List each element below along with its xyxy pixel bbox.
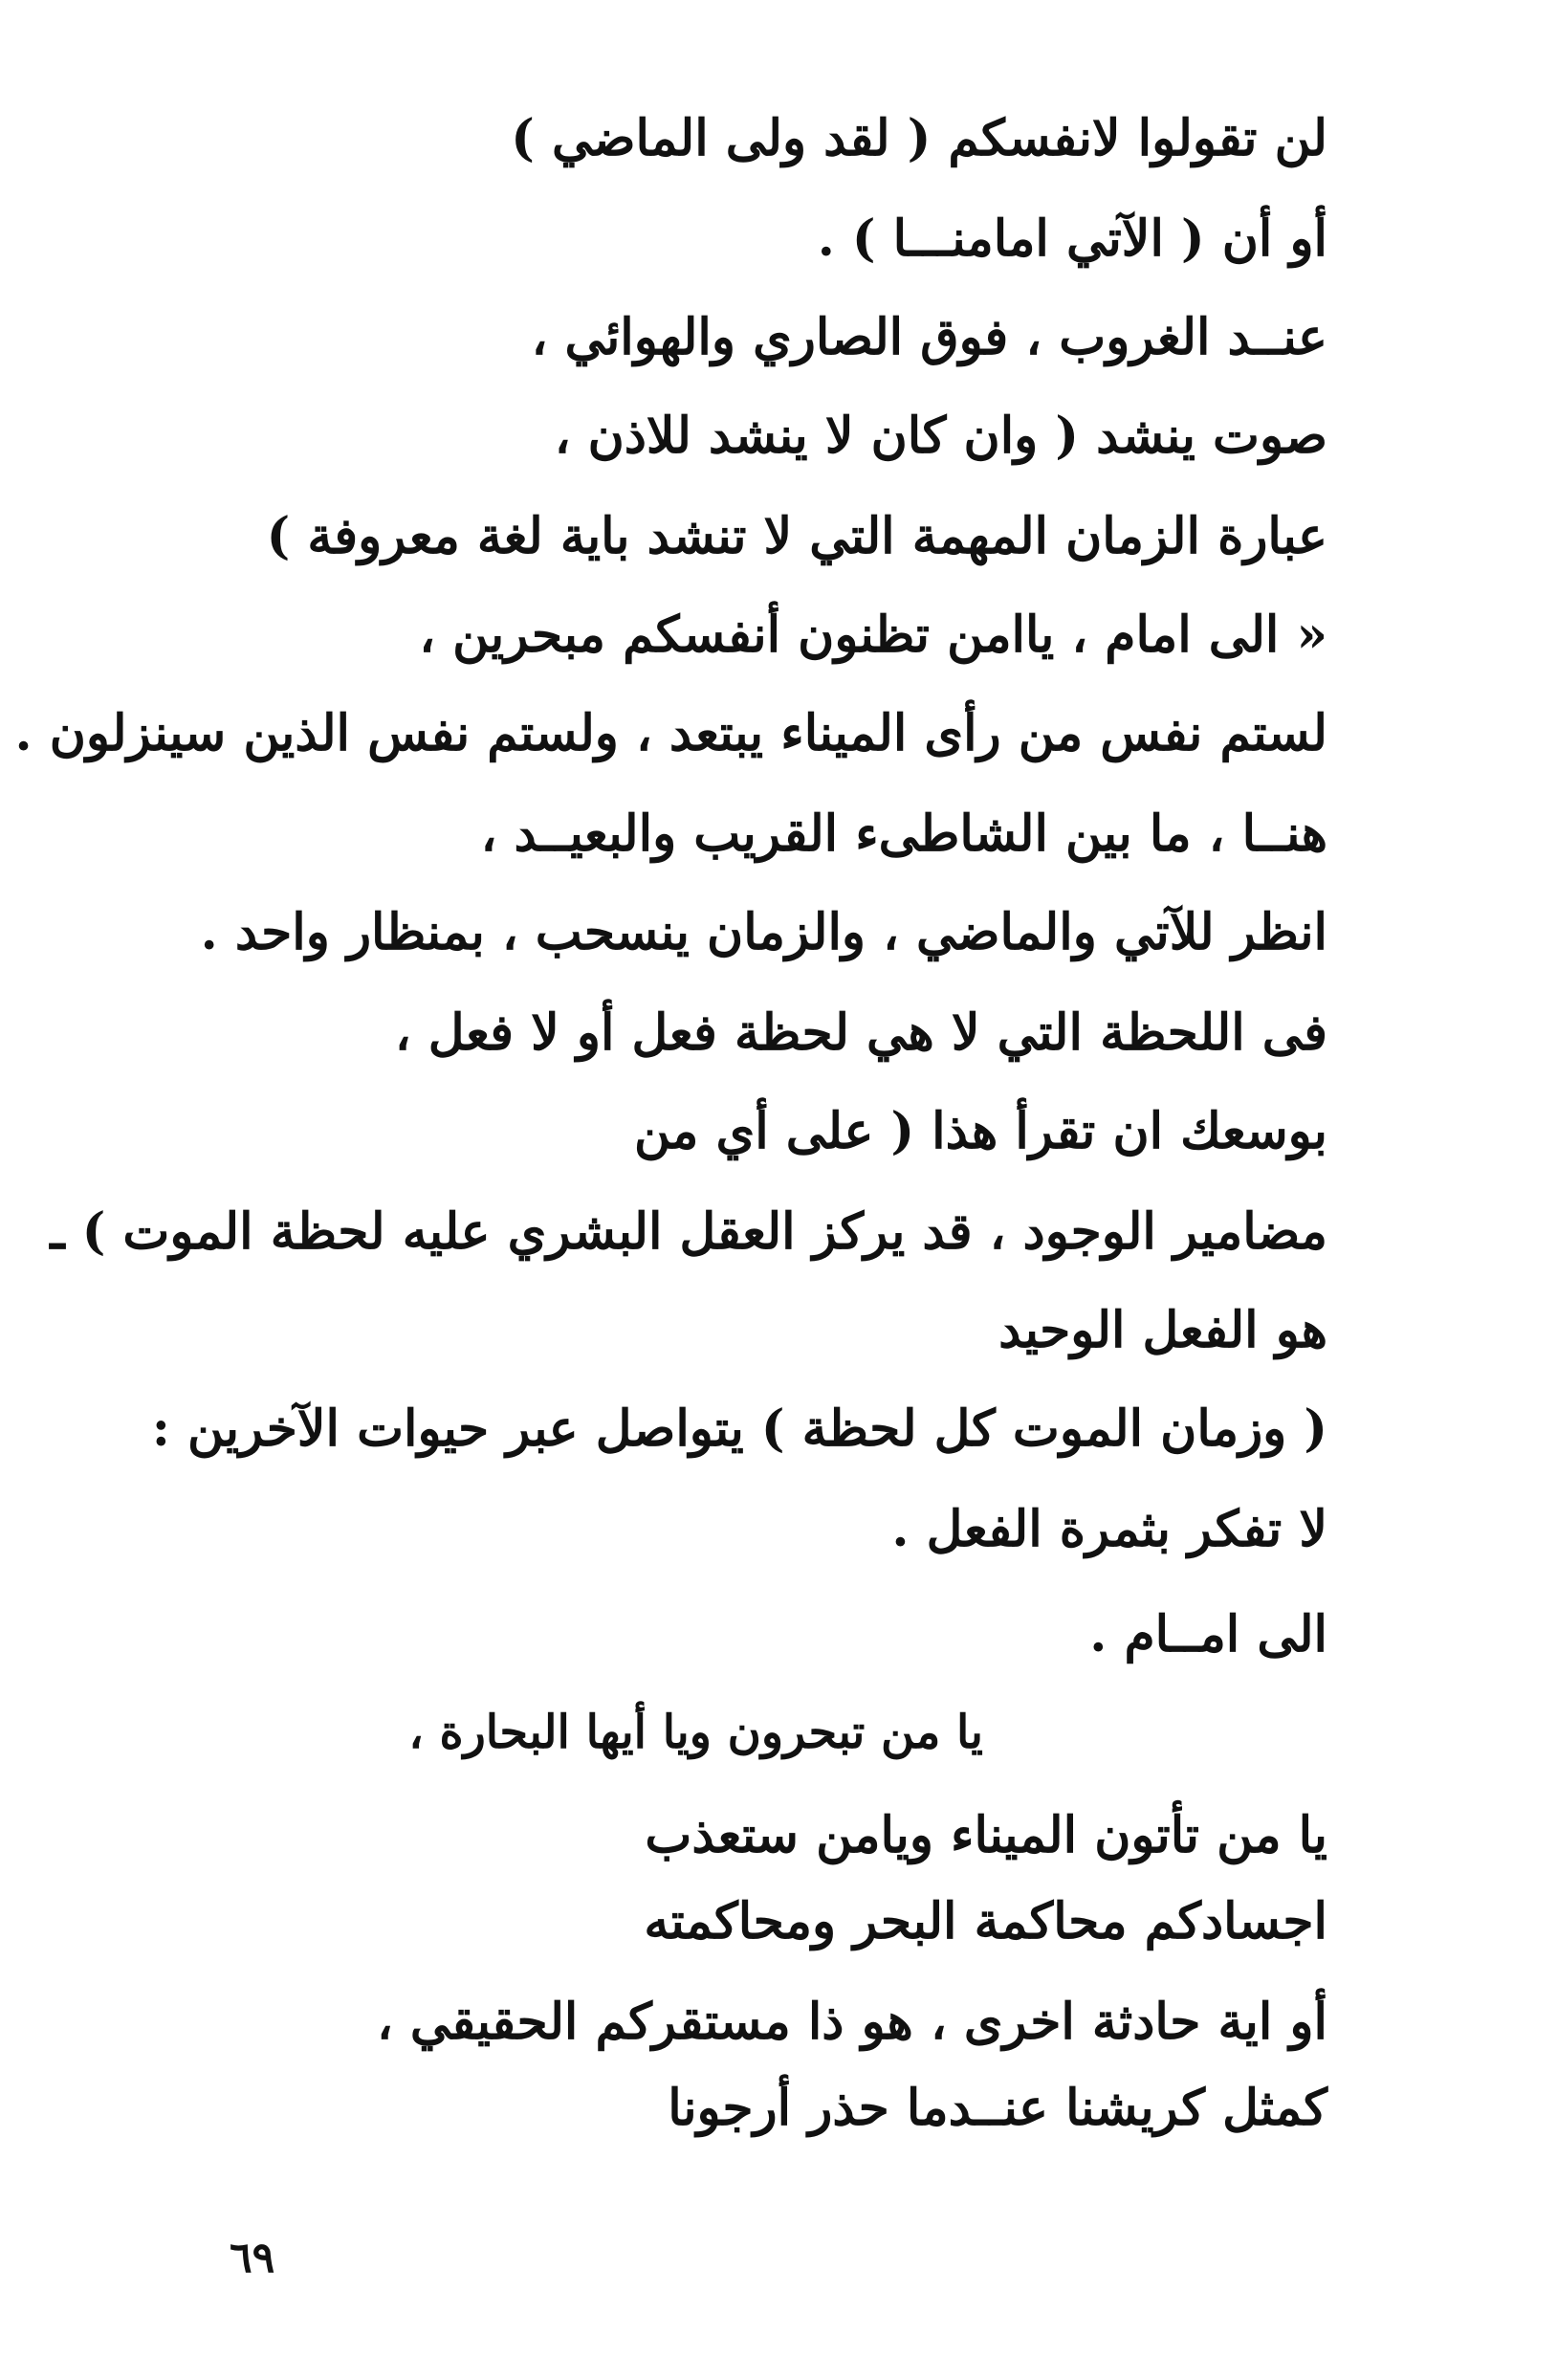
poem-line: مضامير الوجود ، قد يركز العقل البشري عليه لحظة الموت ) ـ [50, 1202, 1327, 1261]
poem-line: عنــد الغروب ، فوق الصاري والهوائي ، [531, 308, 1327, 366]
poem-line: لا تفكر بثمرة الفعل . [891, 1500, 1327, 1558]
poem-line: هو الفعل الوحيد [998, 1301, 1327, 1359]
poem-line: أو اية حادثة اخرى ، هو ذا مستقركم الحقيقي ، [376, 1993, 1327, 2051]
poem-line: ( وزمان الموت كل لحظة ) يتواصل عبر حيوات الآخرين : [151, 1399, 1327, 1458]
poem-line: فى اللحظة التي لا هي لحظة فعل أو لا فعل ، [394, 1003, 1327, 1062]
poem-line: لستم نفس من رأى الميناء يبتعد ، ولستم نفس الذين سينزلون . [14, 704, 1327, 762]
poem-line: عبارة الزمان المهمة التي لا تنشد باية لغة معروفة ) [266, 507, 1327, 565]
poem-line: صوت ينشد ( وان كان لا ينشد للاذن ، [554, 407, 1327, 465]
poem-line: « الى امام ، ياامن تظنون أنفسكم مبحرين ، [419, 606, 1327, 664]
poem-line: لن تقولوا لانفسكم ( لقد ولى الماضي ) [511, 109, 1327, 167]
poem-line: اجسادكم محاكمة البحر ومحاكمته [644, 1892, 1327, 1950]
poem-text [14, 109, 1327, 2137]
poem-line: يا من تأتون الميناء ويامن ستعذب [645, 1806, 1327, 1864]
page-number: ٦٩ [230, 2234, 275, 2282]
poem-line: هنــا ، ما بين الشاطىء القريب والبعيــد ، [480, 804, 1327, 863]
poem-line: أو أن ( الآتي امامنـــا ) . [817, 209, 1327, 268]
poem-line: انظر للآتي والماضي ، والزمان ينسحب ، بمنظار واحد . [200, 903, 1327, 961]
poem-line: كمثل كريشنا عنــدما حذر أرجونا [668, 2079, 1327, 2137]
poem-line: يا من تبحرون ويا أيها البحارة ، [408, 1706, 983, 1759]
poem-line: الى امــام . [1089, 1605, 1327, 1664]
poem-line: بوسعك ان تقرأ هذا ( على أي من [633, 1102, 1327, 1160]
